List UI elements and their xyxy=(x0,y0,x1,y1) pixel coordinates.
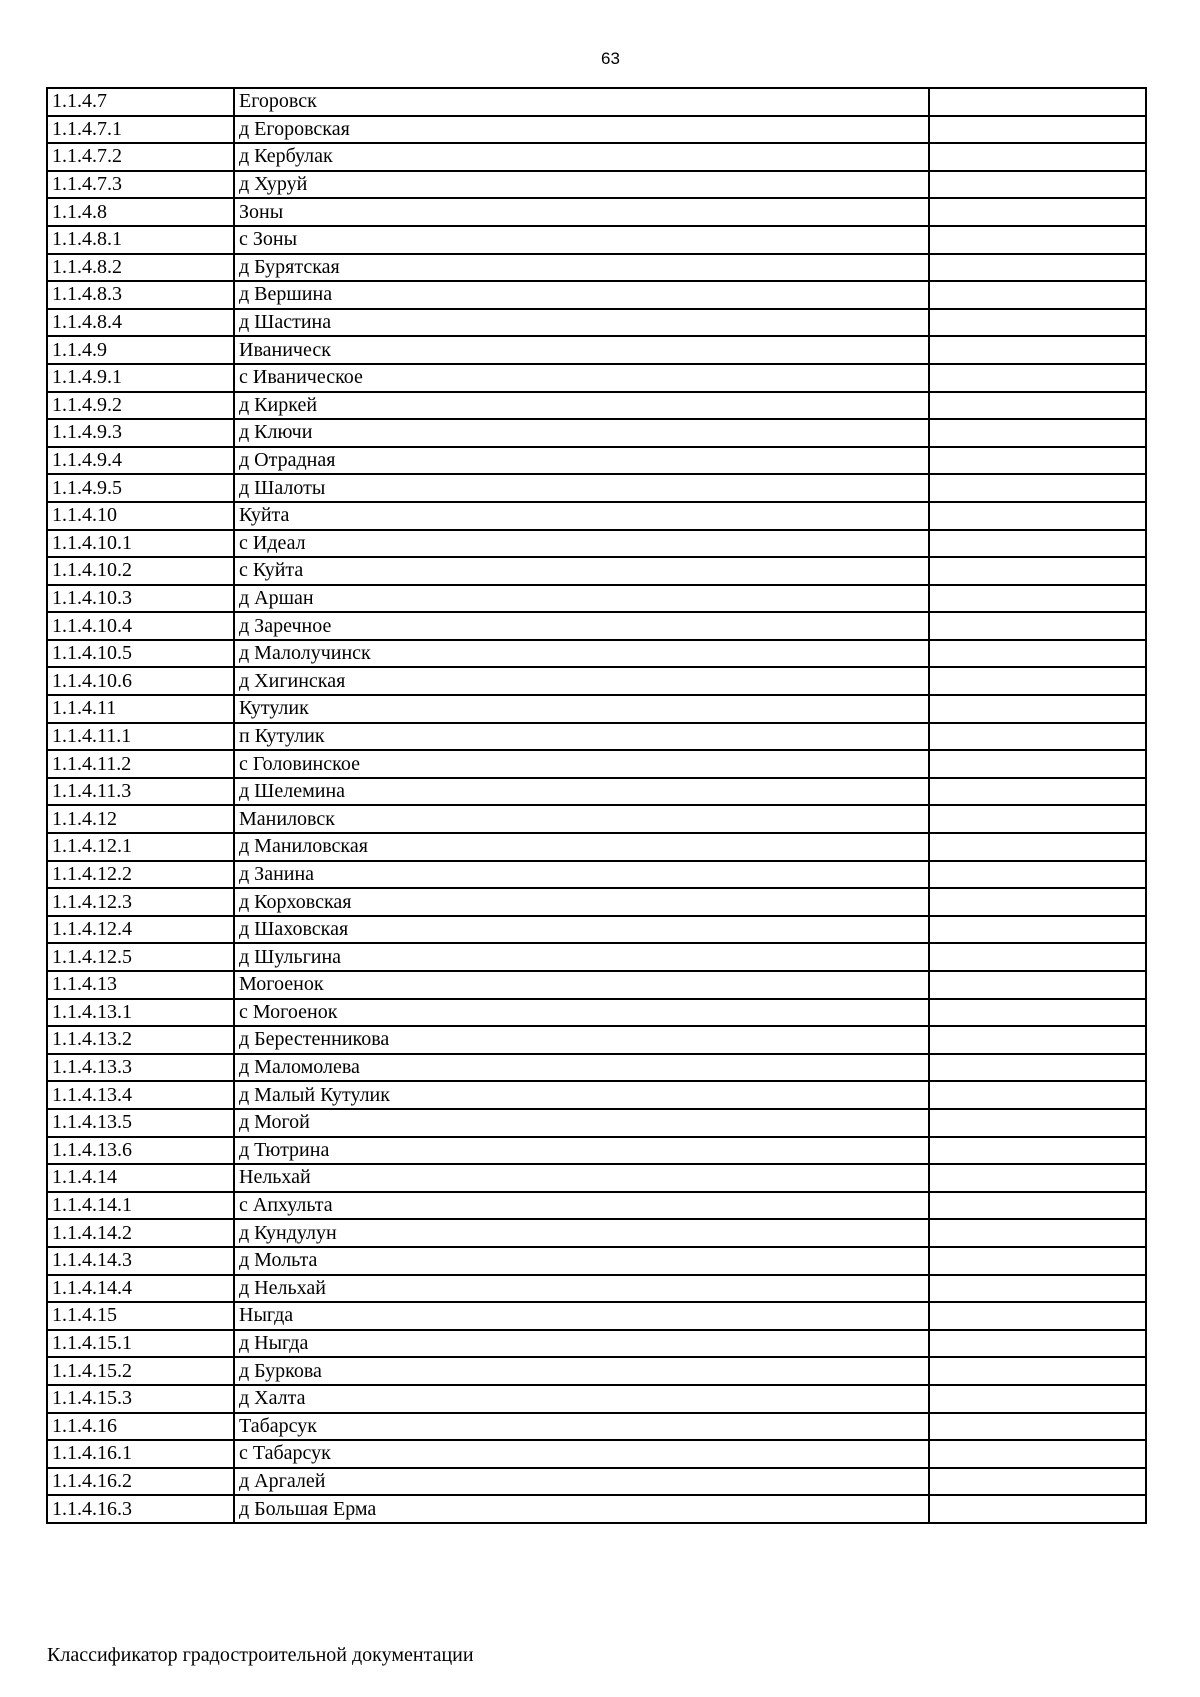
code-cell: 1.1.4.8.4 xyxy=(47,309,234,337)
table-row xyxy=(47,419,1146,447)
code-cell: 1.1.4.10.1 xyxy=(47,530,234,558)
extra-cell xyxy=(929,1192,1146,1220)
extra-cell xyxy=(929,750,1146,778)
code-cell: 1.1.4.13.5 xyxy=(47,1109,234,1137)
extra-cell xyxy=(929,502,1146,530)
extra-cell xyxy=(929,861,1146,889)
code-cell: 1.1.4.14.3 xyxy=(47,1247,234,1275)
code-cell: 1.1.4.12.4 xyxy=(47,916,234,944)
code-cell: 1.1.4.9.3 xyxy=(47,419,234,447)
table-row xyxy=(47,143,1146,171)
extra-cell xyxy=(929,1054,1146,1082)
extra-cell xyxy=(929,171,1146,199)
name-cell: д Бурятская xyxy=(234,254,929,282)
table-row xyxy=(47,1026,1146,1054)
table-row xyxy=(47,171,1146,199)
code-cell: 1.1.4.14.2 xyxy=(47,1219,234,1247)
table-row xyxy=(47,1109,1146,1137)
table-row xyxy=(47,1302,1146,1330)
table-row xyxy=(47,1137,1146,1165)
extra-cell xyxy=(929,419,1146,447)
extra-cell xyxy=(929,474,1146,502)
table-row xyxy=(47,750,1146,778)
code-cell: 1.1.4.14.4 xyxy=(47,1275,234,1303)
table-row xyxy=(47,612,1146,640)
name-cell: с Апхульта xyxy=(234,1192,929,1220)
extra-cell xyxy=(929,667,1146,695)
name-cell: д Мольта xyxy=(234,1247,929,1275)
name-cell: с Идеал xyxy=(234,530,929,558)
name-cell: Куйта xyxy=(234,502,929,530)
code-cell: 1.1.4.9.1 xyxy=(47,364,234,392)
table-row xyxy=(47,1468,1146,1496)
name-cell: Зоны xyxy=(234,198,929,226)
code-cell: 1.1.4.15.2 xyxy=(47,1357,234,1385)
table-row xyxy=(47,971,1146,999)
code-cell: 1.1.4.14.1 xyxy=(47,1192,234,1220)
table-row xyxy=(47,88,1146,116)
extra-cell xyxy=(929,1164,1146,1192)
name-cell: д Ныгда xyxy=(234,1330,929,1358)
table-row xyxy=(47,557,1146,585)
table-row xyxy=(47,999,1146,1027)
code-cell: 1.1.4.12.3 xyxy=(47,888,234,916)
extra-cell xyxy=(929,1385,1146,1413)
table-row xyxy=(47,364,1146,392)
table-row xyxy=(47,502,1146,530)
extra-cell xyxy=(929,392,1146,420)
code-cell: 1.1.4.8.3 xyxy=(47,281,234,309)
name-cell: д Шаховская xyxy=(234,916,929,944)
name-cell: д Могой xyxy=(234,1109,929,1137)
table-row xyxy=(47,1385,1146,1413)
name-cell: д Киркей xyxy=(234,392,929,420)
table-row xyxy=(47,585,1146,613)
extra-cell xyxy=(929,723,1146,751)
table-row xyxy=(47,833,1146,861)
extra-cell xyxy=(929,116,1146,144)
code-cell: 1.1.4.16.1 xyxy=(47,1440,234,1468)
code-cell: 1.1.4.16.3 xyxy=(47,1495,234,1523)
name-cell: д Ключи xyxy=(234,419,929,447)
name-cell: д Халта xyxy=(234,1385,929,1413)
code-cell: 1.1.4.15.3 xyxy=(47,1385,234,1413)
name-cell: Табарсук xyxy=(234,1413,929,1441)
code-cell: 1.1.4.10.2 xyxy=(47,557,234,585)
code-cell: 1.1.4.10 xyxy=(47,502,234,530)
code-cell: 1.1.4.7.1 xyxy=(47,116,234,144)
name-cell: д Нельхай xyxy=(234,1275,929,1303)
name-cell: с Табарсук xyxy=(234,1440,929,1468)
name-cell: с Могоенок xyxy=(234,999,929,1027)
extra-cell xyxy=(929,364,1146,392)
extra-cell xyxy=(929,1330,1146,1358)
name-cell: д Отрадная xyxy=(234,447,929,475)
extra-cell xyxy=(929,1219,1146,1247)
name-cell: д Малый Кутулик xyxy=(234,1081,929,1109)
extra-cell xyxy=(929,254,1146,282)
table-row xyxy=(47,254,1146,282)
table-row xyxy=(47,916,1146,944)
name-cell: д Большая Ерма xyxy=(234,1495,929,1523)
extra-cell xyxy=(929,281,1146,309)
table-row xyxy=(47,281,1146,309)
extra-cell xyxy=(929,805,1146,833)
name-cell: д Заречное xyxy=(234,612,929,640)
code-cell: 1.1.4.12.5 xyxy=(47,943,234,971)
table-row xyxy=(47,392,1146,420)
code-cell: 1.1.4.16.2 xyxy=(47,1468,234,1496)
code-cell: 1.1.4.10.3 xyxy=(47,585,234,613)
code-cell: 1.1.4.12.2 xyxy=(47,861,234,889)
extra-cell xyxy=(929,1413,1146,1441)
name-cell: Могоенок xyxy=(234,971,929,999)
code-cell: 1.1.4.12.1 xyxy=(47,833,234,861)
table-row xyxy=(47,1330,1146,1358)
extra-cell xyxy=(929,1440,1146,1468)
table-row xyxy=(47,309,1146,337)
extra-cell xyxy=(929,943,1146,971)
table-row xyxy=(47,667,1146,695)
code-cell: 1.1.4.16 xyxy=(47,1413,234,1441)
extra-cell xyxy=(929,888,1146,916)
code-cell: 1.1.4.9 xyxy=(47,336,234,364)
extra-cell xyxy=(929,447,1146,475)
code-cell: 1.1.4.13.2 xyxy=(47,1026,234,1054)
extra-cell xyxy=(929,999,1146,1027)
extra-cell xyxy=(929,1137,1146,1165)
table-row xyxy=(47,1081,1146,1109)
extra-cell xyxy=(929,585,1146,613)
name-cell: д Кербулак xyxy=(234,143,929,171)
classifier-table xyxy=(46,87,1147,1524)
code-cell: 1.1.4.10.6 xyxy=(47,667,234,695)
code-cell: 1.1.4.13 xyxy=(47,971,234,999)
extra-cell xyxy=(929,309,1146,337)
extra-cell xyxy=(929,143,1146,171)
name-cell: д Тютрина xyxy=(234,1137,929,1165)
table-row xyxy=(47,723,1146,751)
table-row xyxy=(47,198,1146,226)
table-row xyxy=(47,1192,1146,1220)
extra-cell xyxy=(929,1302,1146,1330)
name-cell: д Берестенникова xyxy=(234,1026,929,1054)
page-number: 63 xyxy=(601,49,620,68)
code-cell: 1.1.4.12 xyxy=(47,805,234,833)
extra-cell xyxy=(929,1081,1146,1109)
extra-cell xyxy=(929,226,1146,254)
table-row xyxy=(47,530,1146,558)
code-cell: 1.1.4.8.2 xyxy=(47,254,234,282)
table-row xyxy=(47,474,1146,502)
name-cell: д Аршан xyxy=(234,585,929,613)
code-cell: 1.1.4.10.5 xyxy=(47,640,234,668)
code-cell: 1.1.4.7.3 xyxy=(47,171,234,199)
name-cell: с Куйта xyxy=(234,557,929,585)
name-cell: д Шалоты xyxy=(234,474,929,502)
code-cell: 1.1.4.9.4 xyxy=(47,447,234,475)
name-cell: Иваническ xyxy=(234,336,929,364)
name-cell: д Шастина xyxy=(234,309,929,337)
name-cell: с Иваническое xyxy=(234,364,929,392)
name-cell: п Кутулик xyxy=(234,723,929,751)
extra-cell xyxy=(929,1275,1146,1303)
code-cell: 1.1.4.13.4 xyxy=(47,1081,234,1109)
name-cell: Егоровск xyxy=(234,88,929,116)
extra-cell xyxy=(929,778,1146,806)
extra-cell xyxy=(929,530,1146,558)
extra-cell xyxy=(929,1109,1146,1137)
table-row xyxy=(47,1440,1146,1468)
table-row xyxy=(47,1247,1146,1275)
table-row xyxy=(47,695,1146,723)
name-cell: д Маломолева xyxy=(234,1054,929,1082)
code-cell: 1.1.4.11.1 xyxy=(47,723,234,751)
table-row xyxy=(47,447,1146,475)
name-cell: Ныгда xyxy=(234,1302,929,1330)
code-cell: 1.1.4.14 xyxy=(47,1164,234,1192)
extra-cell xyxy=(929,88,1146,116)
table-row xyxy=(47,861,1146,889)
extra-cell xyxy=(929,916,1146,944)
code-cell: 1.1.4.15.1 xyxy=(47,1330,234,1358)
code-cell: 1.1.4.13.6 xyxy=(47,1137,234,1165)
table-row xyxy=(47,226,1146,254)
name-cell: Нельхай xyxy=(234,1164,929,1192)
name-cell: д Аргалей xyxy=(234,1468,929,1496)
code-cell: 1.1.4.11.3 xyxy=(47,778,234,806)
extra-cell xyxy=(929,1026,1146,1054)
code-cell: 1.1.4.7 xyxy=(47,88,234,116)
extra-cell xyxy=(929,612,1146,640)
name-cell: с Головинское xyxy=(234,750,929,778)
extra-cell xyxy=(929,198,1146,226)
extra-cell xyxy=(929,1468,1146,1496)
name-cell: д Корховская xyxy=(234,888,929,916)
extra-cell xyxy=(929,336,1146,364)
table-row xyxy=(47,640,1146,668)
code-cell: 1.1.4.7.2 xyxy=(47,143,234,171)
table-row xyxy=(47,1054,1146,1082)
extra-cell xyxy=(929,833,1146,861)
code-cell: 1.1.4.11 xyxy=(47,695,234,723)
name-cell: д Вершина xyxy=(234,281,929,309)
extra-cell xyxy=(929,971,1146,999)
name-cell: д Хуруй xyxy=(234,171,929,199)
table-row xyxy=(47,888,1146,916)
name-cell: д Хигинская xyxy=(234,667,929,695)
document-footer: Классификатор градостроительной документации xyxy=(47,1644,474,1666)
name-cell: Маниловск xyxy=(234,805,929,833)
extra-cell xyxy=(929,557,1146,585)
table-row xyxy=(47,1495,1146,1523)
code-cell: 1.1.4.8 xyxy=(47,198,234,226)
name-cell: д Кундулун xyxy=(234,1219,929,1247)
name-cell: д Малолучинск xyxy=(234,640,929,668)
table-row xyxy=(47,778,1146,806)
code-cell: 1.1.4.10.4 xyxy=(47,612,234,640)
table-row xyxy=(47,1413,1146,1441)
code-cell: 1.1.4.11.2 xyxy=(47,750,234,778)
classifier-table-body xyxy=(47,88,1146,1523)
name-cell: д Егоровская xyxy=(234,116,929,144)
table-row xyxy=(47,805,1146,833)
extra-cell xyxy=(929,640,1146,668)
code-cell: 1.1.4.15 xyxy=(47,1302,234,1330)
extra-cell xyxy=(929,1247,1146,1275)
table-row xyxy=(47,943,1146,971)
extra-cell xyxy=(929,695,1146,723)
name-cell: д Буркова xyxy=(234,1357,929,1385)
name-cell: д Шелемина xyxy=(234,778,929,806)
code-cell: 1.1.4.13.3 xyxy=(47,1054,234,1082)
code-cell: 1.1.4.13.1 xyxy=(47,999,234,1027)
name-cell: Кутулик xyxy=(234,695,929,723)
name-cell: д Шульгина xyxy=(234,943,929,971)
table-row xyxy=(47,1219,1146,1247)
table-row xyxy=(47,1357,1146,1385)
code-cell: 1.1.4.8.1 xyxy=(47,226,234,254)
extra-cell xyxy=(929,1495,1146,1523)
name-cell: д Занина xyxy=(234,861,929,889)
name-cell: д Маниловская xyxy=(234,833,929,861)
code-cell: 1.1.4.9.5 xyxy=(47,474,234,502)
extra-cell xyxy=(929,1357,1146,1385)
table-row xyxy=(47,116,1146,144)
table-row xyxy=(47,336,1146,364)
table-row xyxy=(47,1275,1146,1303)
code-cell: 1.1.4.9.2 xyxy=(47,392,234,420)
table-row xyxy=(47,1164,1146,1192)
name-cell: с Зоны xyxy=(234,226,929,254)
